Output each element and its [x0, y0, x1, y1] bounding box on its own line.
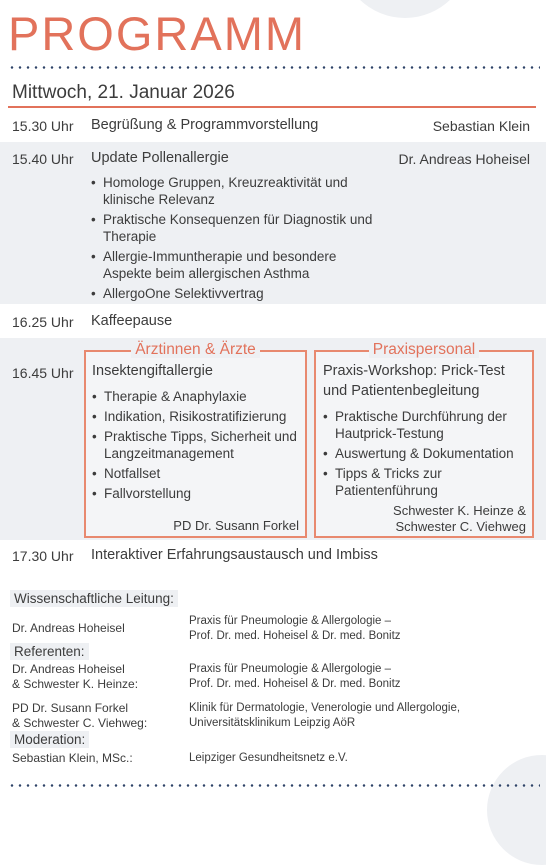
box-title-line-1: Praxis-Workshop: Prick-Test: [323, 363, 505, 379]
box-bullet-list: [92, 388, 302, 505]
schedule-row-3: [0, 304, 546, 338]
dotted-divider-top: [8, 66, 540, 69]
referent-2-affiliation-line-2: Universitätsklinikum Leipzig AöR: [189, 717, 356, 729]
box-speaker-line-2: Schwester C. Viehweg: [395, 519, 526, 534]
schedule-row-2: [0, 142, 546, 304]
section-heading-moderation: Moderation:: [10, 731, 89, 748]
referent-1-affiliation-line-2: Prof. Dr. med. Hoheisel & Dr. med. Bonitz: [189, 678, 401, 690]
box-speaker-line-1: Schwester K. Heinze &: [393, 503, 526, 518]
bullet-item: • Auswertung & Dokumentation: [323, 445, 528, 462]
moderation-name: Sebastian Klein, MSc.:: [12, 751, 133, 765]
row-title: Update Pollenallergie: [91, 150, 229, 166]
row-time: 16.45 Uhr: [12, 365, 74, 381]
session-box-praxispersonal: [314, 341, 534, 538]
row-speaker: Sebastian Klein: [432, 118, 530, 134]
row-bullet-list: [91, 174, 381, 305]
box-title: Insektengiftallergie: [92, 363, 213, 379]
box-bullet-list: [323, 408, 528, 502]
event-date: Mittwoch, 21. Januar 2026: [12, 82, 235, 103]
bullet-item: • Tipps & Tricks zur Patientenführung: [323, 465, 528, 499]
row-time: 15.40 Uhr: [12, 151, 74, 167]
referent-2-affiliation-line-1: Klinik für Dermatologie, Venerologie und Allergologie,: [189, 702, 461, 714]
referent-1-affiliation-line-1: Praxis für Pneumologie & Allergologie –: [189, 663, 392, 675]
date-underline: [8, 106, 536, 108]
referent-1-name-line-1: Dr. Andreas Hoheisel: [12, 662, 125, 676]
row-title: Kaffeepause: [91, 313, 173, 329]
bullet-item: • AllergoOne Selektivvertrag: [91, 285, 381, 302]
dotted-divider-bottom: [8, 784, 540, 787]
referent-2-name-line-1: PD Dr. Susann Forkel: [12, 701, 129, 715]
section-heading-referenten: Referenten:: [10, 643, 89, 660]
bullet-item: • Homologe Gruppen, Kreuzreaktivität und klinische Relevanz: [91, 174, 381, 208]
leitung-affiliation-line-2: Prof. Dr. med. Hoheisel & Dr. med. Bonitz: [189, 630, 401, 642]
row-time: 17.30 Uhr: [12, 548, 74, 564]
box-label: Ärztinnen & Ärzte: [86, 341, 305, 359]
row-time: 16.25 Uhr: [12, 314, 74, 330]
decorative-circle-top: [340, 0, 470, 18]
section-heading-leitung: Wissenschaftliche Leitung:: [10, 590, 178, 607]
leitung-name: Dr. Andreas Hoheisel: [12, 621, 125, 635]
decorative-circle-bottom: [487, 755, 546, 865]
schedule-row-5: [0, 540, 546, 574]
row-time: 15.30 Uhr: [12, 118, 74, 134]
bullet-item: • Indikation, Risikostratifizierung: [92, 408, 302, 425]
schedule-row-1: [0, 110, 546, 142]
box-label: Praxispersonal: [316, 341, 532, 359]
referent-2-name-line-2: & Schwester C. Viehweg:: [12, 716, 148, 730]
bullet-item: • Therapie & Anaphylaxie: [92, 388, 302, 405]
bullet-item: • Praktische Konsequenzen für Diagnostik und Therapie: [91, 211, 381, 245]
row-title: Interaktiver Erfahrungsaustausch und Imbiss: [91, 547, 378, 563]
bullet-item: • Notfallset: [92, 465, 302, 482]
schedule-row-4: [0, 338, 546, 540]
moderation-affiliation: Leipziger Gesundheitsnetz e.V.: [189, 752, 348, 764]
row-speaker: Dr. Andreas Hoheisel: [398, 151, 530, 167]
box-title-line-2: und Patientenbegleitung: [323, 383, 480, 399]
session-box-aerzte: [84, 341, 307, 538]
referent-1-name-line-2: & Schwester K. Heinze:: [12, 677, 139, 691]
bullet-item: • Praktische Tipps, Sicherheit und Langzeitmanagement: [92, 428, 302, 462]
bullet-item: • Fallvorstellung: [92, 485, 302, 502]
bullet-item: • Allergie-Immuntherapie und besondere Aspekte beim allergischen Asthma: [91, 248, 381, 282]
box-speaker: PD Dr. Susann Forkel: [173, 518, 299, 533]
page-title: PROGRAMM: [8, 7, 306, 60]
leitung-affiliation-line-1: Praxis für Pneumologie & Allergologie –: [189, 615, 392, 627]
row-title: Begrüßung & Programmvorstellung: [91, 117, 319, 133]
bullet-item: • Praktische Durchführung der Hautprick-Testung: [323, 408, 528, 442]
